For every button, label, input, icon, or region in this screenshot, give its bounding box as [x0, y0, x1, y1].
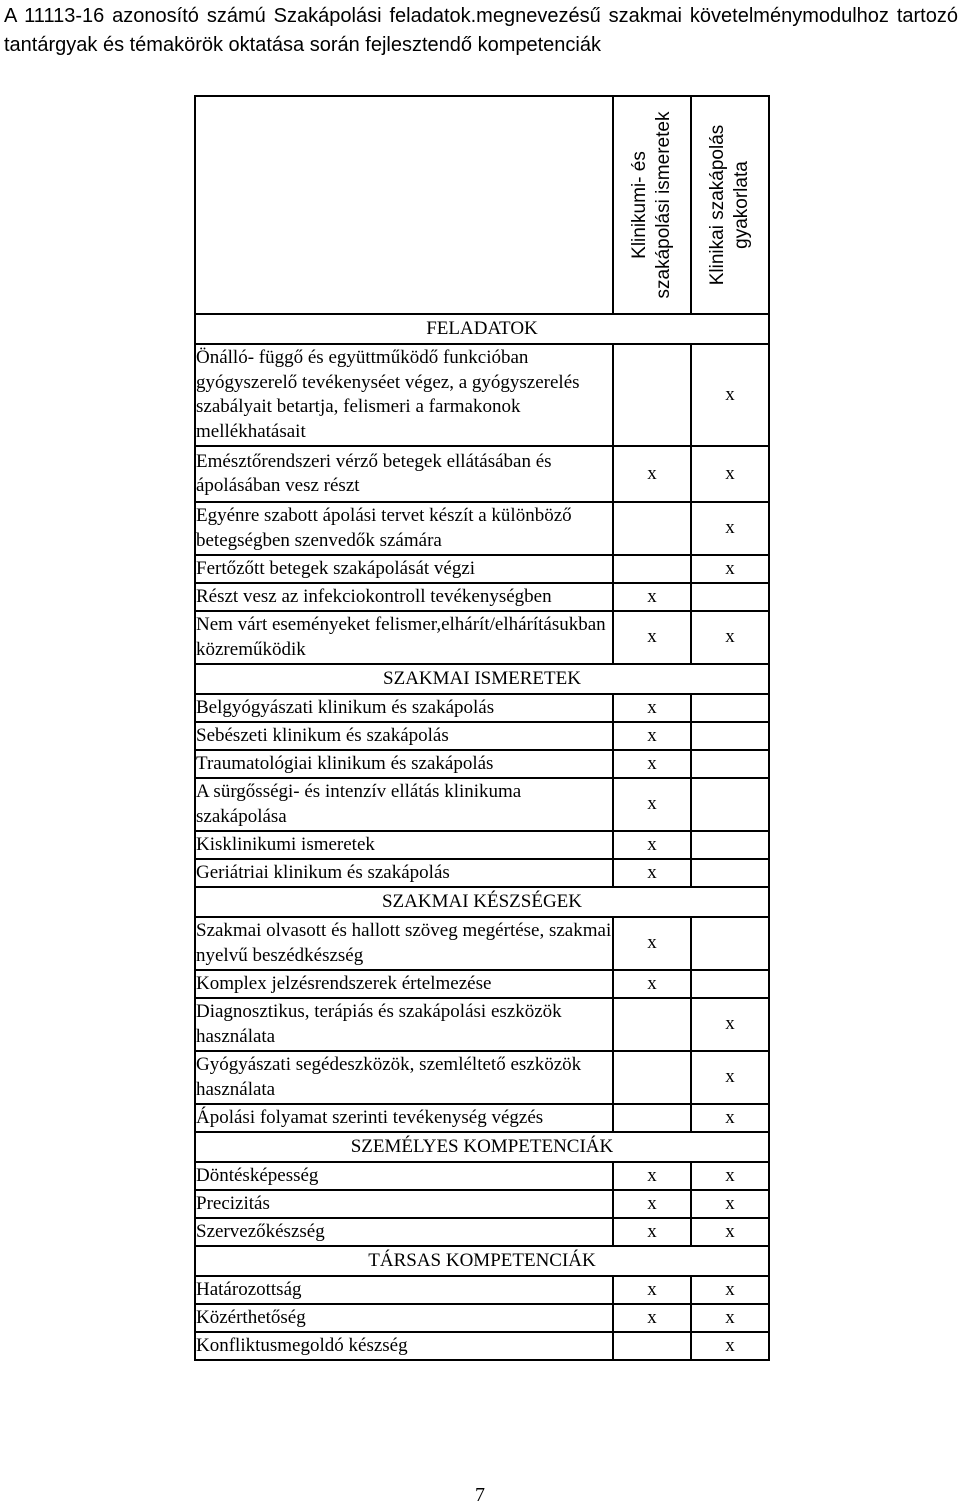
mark-klinikumi [613, 502, 691, 555]
mark-klinikai [691, 778, 769, 831]
section-title: FELADATOK [195, 314, 769, 344]
mark-klinikumi: x [613, 694, 691, 722]
task-label: Ápolási folyamat szerinti tevékenység végzés [195, 1104, 613, 1132]
table-row [195, 1051, 769, 1104]
mark-klinikumi: x [613, 583, 691, 611]
task-label: Döntésképesség [195, 1162, 613, 1190]
section-header-row [195, 314, 769, 344]
mark-klinikai: x [691, 1104, 769, 1132]
section-header-row [195, 1246, 769, 1276]
competency-table [194, 95, 770, 1361]
task-label: A sürgősségi- és intenzív ellátás klinikuma szakápolása [195, 778, 613, 831]
task-label: Komplex jelzésrendszerek értelmezése [195, 970, 613, 998]
mark-klinikumi: x [613, 970, 691, 998]
task-label: Belgyógyászati klinikum és szakápolás [195, 694, 613, 722]
section-title: SZAKMAI ISMERETEK [195, 664, 769, 694]
column-header-label: Klinikai szakápolás gyakorlata [707, 124, 752, 286]
section-header-row [195, 664, 769, 694]
table-row [195, 446, 769, 502]
mark-klinikai: x [691, 446, 769, 502]
mark-klinikai: x [691, 502, 769, 555]
mark-klinikai: x [691, 1162, 769, 1190]
column-header-klinikai [691, 96, 769, 314]
task-label: Fertőzőtt betegek szakápolását végzi [195, 555, 613, 583]
mark-klinikai: x [691, 998, 769, 1051]
mark-klinikumi: x [613, 917, 691, 970]
mark-klinikai: x [691, 1332, 769, 1360]
table-row [195, 611, 769, 664]
task-label: Határozottság [195, 1276, 613, 1304]
mark-klinikai [691, 831, 769, 859]
mark-klinikumi: x [613, 1218, 691, 1246]
mark-klinikumi [613, 1051, 691, 1104]
table-row [195, 555, 769, 583]
task-label: Gyógyászati segédeszközök, szemléltető eszközök használata [195, 1051, 613, 1104]
mark-klinikumi [613, 344, 691, 446]
column-header-label: Klinikumi- és szakápolási ismeretek [629, 111, 674, 299]
task-label: Traumatológiai klinikum és szakápolás [195, 750, 613, 778]
mark-klinikai: x [691, 1218, 769, 1246]
task-label: Geriátriai klinikum és szakápolás [195, 859, 613, 887]
table-row [195, 998, 769, 1051]
page-number: 7 [475, 1484, 485, 1506]
task-label: Szervezőkészség [195, 1218, 613, 1246]
mark-klinikumi: x [613, 831, 691, 859]
table-row [195, 502, 769, 555]
task-label: Emésztőrendszeri vérző betegek ellátásában és ápolásában vesz részt [195, 446, 613, 502]
table-row [195, 1304, 769, 1332]
mark-klinikai: x [691, 555, 769, 583]
table-row [195, 1104, 769, 1132]
section-header-row [195, 1132, 769, 1162]
mark-klinikumi: x [613, 1162, 691, 1190]
task-label: Részt vesz az infekciokontroll tevékenységben [195, 583, 613, 611]
table-row [195, 1332, 769, 1360]
mark-klinikai: x [691, 1190, 769, 1218]
section-title: SZAKMAI KÉSZSÉGEK [195, 887, 769, 917]
mark-klinikai: x [691, 1304, 769, 1332]
empty-corner-cell [195, 96, 613, 314]
column-header-klinikumi [613, 96, 691, 314]
table-row [195, 831, 769, 859]
mark-klinikai: x [691, 1276, 769, 1304]
table-row [195, 1190, 769, 1218]
mark-klinikai [691, 694, 769, 722]
mark-klinikumi: x [613, 446, 691, 502]
table-row [195, 970, 769, 998]
mark-klinikumi: x [613, 778, 691, 831]
table-row [195, 859, 769, 887]
section-header-row [195, 887, 769, 917]
mark-klinikai: x [691, 1051, 769, 1104]
table-row [195, 1162, 769, 1190]
document-heading: A 11113-16 azonosító számú Szakápolási feladatok.megnevezésű szakmai követelménymodulhoz tartozó tantárgyak és témakörök oktatása során fejlesztendő kompetenciák [4, 5, 958, 56]
mark-klinikumi [613, 998, 691, 1051]
task-label: Közérthetőség [195, 1304, 613, 1332]
mark-klinikai [691, 750, 769, 778]
table-row [195, 1218, 769, 1246]
mark-klinikai [691, 722, 769, 750]
task-label: Diagnosztikus, terápiás és szakápolási eszközök használata [195, 998, 613, 1051]
mark-klinikumi [613, 1332, 691, 1360]
task-label: Precizitás [195, 1190, 613, 1218]
table-row [195, 750, 769, 778]
mark-klinikumi: x [613, 722, 691, 750]
mark-klinikumi [613, 555, 691, 583]
mark-klinikumi: x [613, 1276, 691, 1304]
mark-klinikai [691, 917, 769, 970]
task-label: Sebészeti klinikum és szakápolás [195, 722, 613, 750]
mark-klinikai [691, 583, 769, 611]
column-header-row [195, 96, 769, 314]
mark-klinikai [691, 970, 769, 998]
task-label: Szakmai olvasott és hallott szöveg megértése, szakmai nyelvű beszédkészség [195, 917, 613, 970]
task-label: Önálló- függő és együttműködő funkcióban gyógyszerelő tevékenyséet végez, a gyógyszerelés szabályait betartja, felismeri a farmakonok mellékhatásait [195, 344, 613, 446]
mark-klinikumi: x [613, 1190, 691, 1218]
task-label: Egyénre szabott ápolási tervet készít a különböző betegségben szenvedők számára [195, 502, 613, 555]
task-label: Nem várt eseményeket felismer,elhárít/elhárításukban közreműködik [195, 611, 613, 664]
mark-klinikumi: x [613, 859, 691, 887]
table-row [195, 778, 769, 831]
table-row [195, 583, 769, 611]
mark-klinikumi [613, 1104, 691, 1132]
mark-klinikai [691, 859, 769, 887]
section-title: SZEMÉLYES KOMPETENCIÁK [195, 1132, 769, 1162]
table-row [195, 917, 769, 970]
table-row [195, 722, 769, 750]
table-row [195, 694, 769, 722]
mark-klinikumi: x [613, 750, 691, 778]
mark-klinikumi: x [613, 611, 691, 664]
task-label: Kisklinikumi ismeretek [195, 831, 613, 859]
task-label: Konfliktusmegoldó készség [195, 1332, 613, 1360]
table-row [195, 1276, 769, 1304]
mark-klinikai: x [691, 611, 769, 664]
section-title: TÁRSAS KOMPETENCIÁK [195, 1246, 769, 1276]
competency-table-body [195, 96, 769, 1360]
mark-klinikai: x [691, 344, 769, 446]
mark-klinikumi: x [613, 1304, 691, 1332]
table-row [195, 344, 769, 446]
